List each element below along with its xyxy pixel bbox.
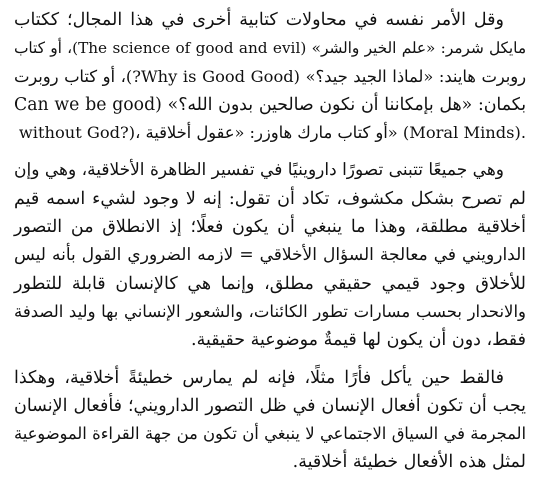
text-line: فالقط حين يأكل فأرًا مثلًا، فإنه لم يمارس خطيئةً أخلاقية، وهكذا <box>14 367 504 388</box>
text-line: بكمان: «هل بإمكاننا أن نكون صالحين بدون الله؟» (Can we be good <box>14 94 526 115</box>
text-line: فقط، دون أن يكون لها قيمةٌ موضوعية حقيقية. <box>191 330 526 351</box>
paragraph-gap <box>14 355 526 364</box>
text-line: والانحدار بحسب مسارات تطور الكائنات، والشعور الإنساني بها وليد الصدفة <box>14 301 526 321</box>
text-line: للأخلاق وجود قيمي حقيقي مطلق، وإنما هي كالإنسان قابلة للتطور <box>14 273 526 294</box>
text-line: الدارويني في معالجة السؤال الأخلاقي = لازمه الضروري القول بأنه ليس <box>14 245 526 266</box>
paragraph-1 <box>14 6 526 147</box>
text-line: مايكل شرمر: «علم الخير والشر» (The science of good and evil)، أو كتاب <box>14 39 526 58</box>
text-line: روبرت هايند: «لماذا الجيد جيد؟» (Why is Good Good?)، أو كتاب روبرت <box>14 66 526 86</box>
book-page <box>14 6 526 477</box>
text-line: وهي جميعًا تتبنى تصورًا داروينيًا في تفسير الظاهرة الأخلاقية، وهي وإن <box>14 160 504 181</box>
paragraph-gap <box>14 147 526 156</box>
paragraph-3 <box>14 364 526 477</box>
paragraph-2 <box>14 156 526 354</box>
text-line: يجب أن تكون أفعال الإنسان في ظل التصور الدارويني؛ فأفعال الإنسان <box>14 395 526 416</box>
text-line: أخلاقية مطلقة، وهذا ما ينبغي أن يكون فعلًا؛ إذ الانطلاق من التصور <box>14 217 526 238</box>
text-line: لم تصرح بشكل مكشوف، تكاد أن تقول: إنه لا وجود لشيء اسمه قيم <box>14 188 526 209</box>
text-line: without God?)، أو كتاب مارك هاوزر: «عقول أخلاقية» (Moral Minds). <box>18 123 526 143</box>
text-line: وقل الأمر نفسه في محاولات كتابية أخرى في هذا المجال؛ ككتاب <box>14 10 504 30</box>
text-line: المجرمة في السياق الاجتماعي لا ينبغي أن تكون من جهة القراءة الموضوعية <box>14 424 526 444</box>
text-line: لمثل هذه الأفعال خطيئة أخلاقية. <box>292 452 526 473</box>
